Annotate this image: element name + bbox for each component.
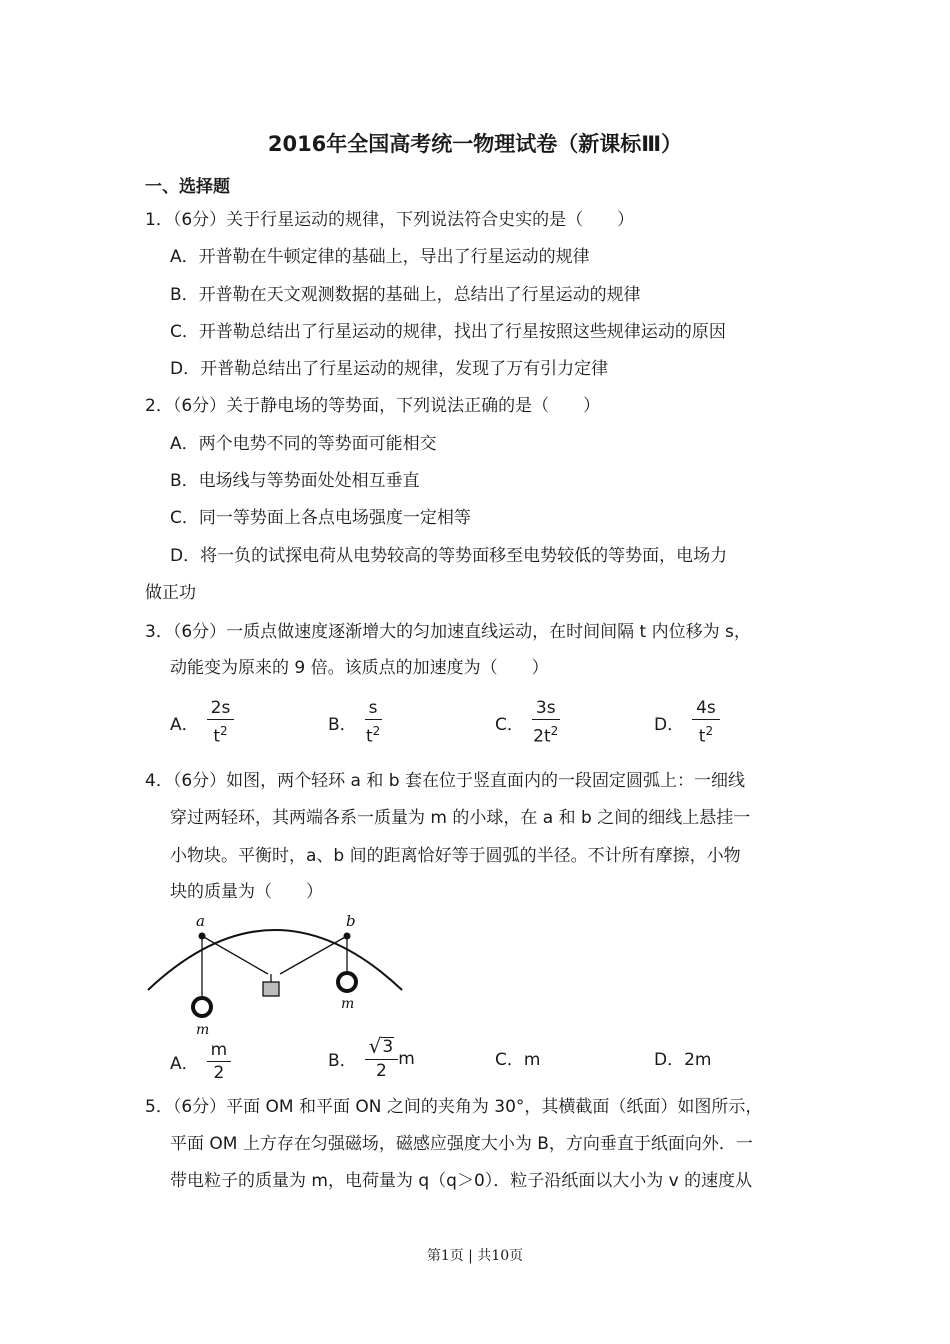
question-2-option-d-continuation: 做正功 [145, 583, 196, 603]
string-segment-left [202, 936, 268, 974]
numerator: 2s [207, 698, 235, 720]
numerator [365, 1036, 399, 1060]
question-2-option-d: D．将一负的试探电荷从电势较高的等势面移至电势较低的等势面，电场力 [170, 546, 728, 566]
label-m-right: m [341, 996, 355, 1012]
numerator: 3s [532, 698, 560, 720]
question-1-option-c: C．开普勒总结出了行星运动的规律，找出了行星按照这些规律运动的原因 [170, 322, 726, 342]
question-1-option-d: D．开普勒总结出了行星运动的规律，发现了万有引力定律 [170, 359, 609, 379]
label-a: a [196, 912, 205, 930]
question-5-stem-line-3: 带电粒子的质量为 m，电荷量为 q（q＞0）．粒子沿纸面以大小为 v 的速度从 [170, 1171, 753, 1191]
ring-b [344, 933, 351, 940]
square-root: √ 3 [368, 1034, 394, 1058]
question-2-option-c: C．同一等势面上各点电场强度一定相等 [170, 508, 471, 528]
question-4-choice-d: D．2m [654, 1050, 712, 1070]
question-3-stem-line-1: 3．（6分）一质点做速度逐渐增大的匀加速直线运动，在时间间隔 t 内位移为 s， [145, 622, 751, 642]
question-4-stem-line-4: 块的质量为（ ） [170, 882, 323, 902]
question-5-stem-line-1: 5．（6分）平面 OM 和平面 ON 之间的夹角为 30°，其横截面（纸面）如图所示， [145, 1097, 763, 1117]
fraction [365, 1036, 399, 1081]
hanging-block [263, 982, 279, 996]
fraction [532, 698, 560, 747]
question-4-figure [140, 910, 410, 1038]
denominator: $2t^2$ [533, 724, 559, 747]
denominator: $t^2$ [365, 724, 381, 747]
choice-label: A． [170, 1054, 199, 1074]
choice-label: C． [495, 714, 524, 735]
choice-label: A． [170, 714, 199, 735]
question-2-stem: 2．（6分）关于静电场的等势面，下列说法正确的是（ ） [145, 396, 601, 416]
denominator: $t^2$ [698, 724, 714, 747]
fraction [207, 698, 235, 747]
ring-a [199, 933, 206, 940]
question-1-option-b: B．开普勒在天文观测数据的基础上，总结出了行星运动的规律 [170, 285, 641, 305]
choice-label: B． [328, 1051, 357, 1071]
question-3-choice-d [654, 698, 720, 747]
denominator: 2 [376, 1061, 387, 1081]
ball-right [338, 973, 356, 991]
question-4-stem-line-2: 穿过两轻环，其两端各系一质量为 m 的小球，在 a 和 b 之间的细线上悬挂一 [170, 808, 751, 828]
choice-b-tail: m [398, 1048, 415, 1069]
question-2-option-b: B．电场线与等势面处处相互垂直 [170, 471, 420, 491]
question-4-stem-line-1: 4．（6分）如图，两个轻环 a 和 b 套在位于竖直面内的一段固定圆弧上：一细线 [145, 771, 745, 791]
question-1-stem: 1．（6分）关于行星运动的规律，下列说法符合史实的是（ ） [145, 210, 635, 230]
question-3-choice-b [328, 698, 382, 747]
ball-left [193, 998, 211, 1016]
question-3-choice-c [495, 698, 560, 747]
question-3-choice-a [170, 698, 234, 747]
numerator: m [207, 1040, 232, 1062]
question-4-stem-line-3: 小物块。平衡时，a、b 间的距离恰好等于圆弧的半径。不计所有摩擦，小物 [170, 846, 741, 866]
label-m-left: m [196, 1022, 210, 1038]
label-b: b [346, 912, 356, 930]
page-title: 2016年全国高考统一物理试卷（新课标Ⅲ） [267, 132, 683, 156]
circular-arc [148, 930, 402, 990]
section-heading: 一、选择题 [145, 177, 230, 197]
numerator: 4s [692, 698, 720, 720]
fraction [365, 698, 382, 747]
question-4-choice-a [170, 1040, 231, 1083]
question-5-stem-line-2: 平面 OM 上方存在匀强磁场，磁感应强度大小为 B，方向垂直于纸面向外．一 [170, 1134, 753, 1154]
question-2-option-a: A．两个电势不同的等势面可能相交 [170, 434, 437, 454]
string-segment-right [280, 936, 347, 974]
numerator: s [365, 698, 382, 720]
question-1-option-a: A．开普勒在牛顿定律的基础上，导出了行星运动的规律 [170, 247, 590, 267]
page-footer: 第1页 | 共10页 [426, 1248, 524, 1264]
denominator: $t^2$ [213, 724, 228, 747]
choice-label: B． [328, 714, 357, 735]
fraction [207, 1040, 232, 1083]
question-4-choice-c: C．m [495, 1050, 541, 1070]
question-4-choice-b [328, 1036, 415, 1081]
question-3-stem-line-2: 动能变为原来的 9 倍。该质点的加速度为（ ） [170, 658, 549, 678]
fraction [692, 698, 720, 747]
choice-label: D． [654, 714, 685, 735]
denominator: 2 [213, 1063, 225, 1083]
